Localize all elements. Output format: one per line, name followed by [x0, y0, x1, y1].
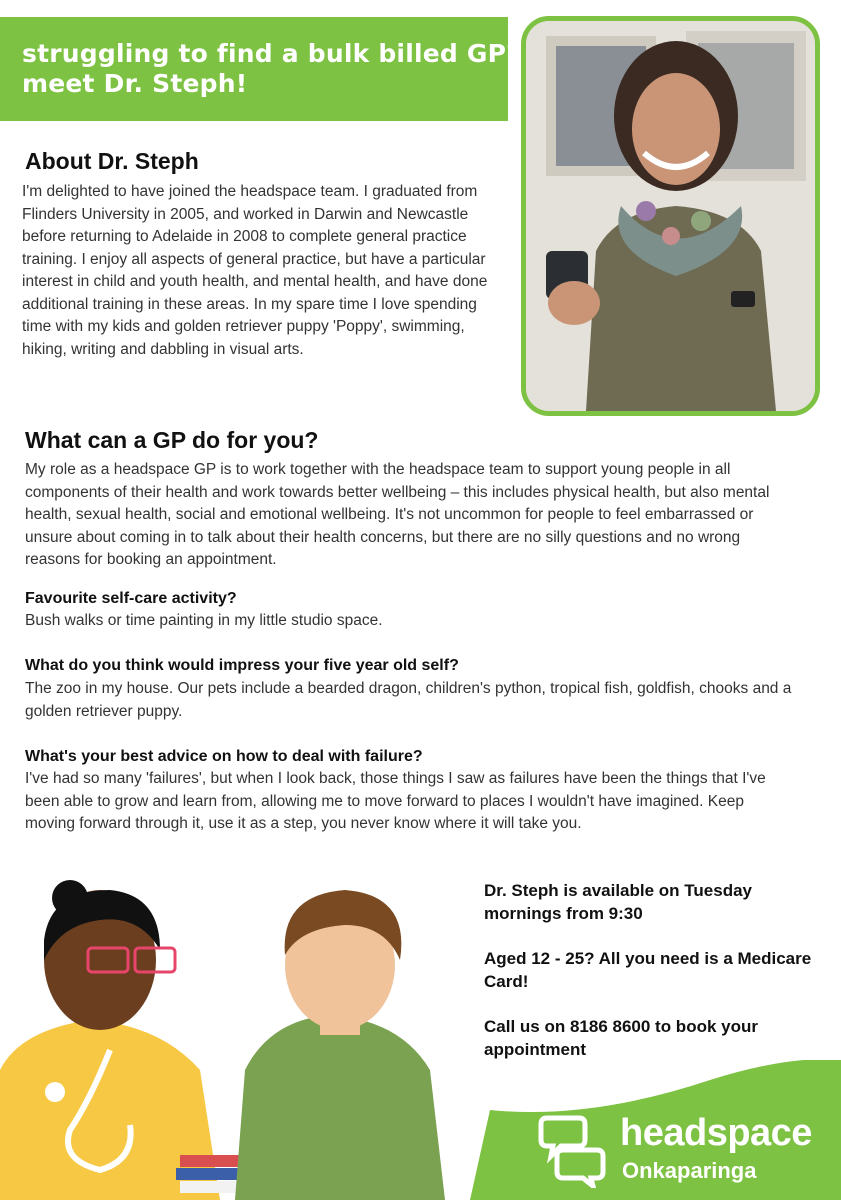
qa-question-1: Favourite self-care activity? [25, 590, 237, 607]
contact-text: Call us on 8186 8600 to book your appointment [484, 1017, 758, 1059]
doctor-photo [521, 16, 820, 416]
logo-wordmark: headspace [620, 1112, 812, 1154]
headline-banner [0, 17, 521, 121]
qa-answer-2: The zoo in my house. Our pets include a bearded dragon, children's python, tropical fish, goldfish, chooks and a golden retriever puppy. [25, 680, 792, 720]
about-heading: About Dr. Steph [25, 148, 199, 174]
gp-heading: What can a GP do for you? [25, 427, 319, 453]
headspace-speech-bubbles-icon [533, 1110, 611, 1188]
qa-question-3: What's your best advice on how to deal with failure? [25, 748, 423, 765]
about-body: I'm delighted to have joined the headspace team. I graduated from Flinders University in 2005, and worked in Darwin and Newcastle before returning to Adelaide in 2008 to complete general practice training. I enjoy all aspects of general practice, but have a particular interest in child and youth health, and mental health, and have done additional training in these areas. In my spare time I love spending time with my kids and golden retriever puppy 'Poppy', swimming, hiking, writing and dabbling in visual arts. [22, 183, 488, 358]
doctor-patient-illustration [0, 870, 520, 1200]
headline-line-2: meet Dr. Steph! [22, 69, 248, 98]
logo-location: Onkaparinga [622, 1158, 757, 1183]
headline-line-1: struggling to find a bulk billed GP? [22, 39, 521, 68]
qa-question-2: What do you think would impress your five year old self? [25, 657, 459, 674]
qa-answer-3: I've had so many 'failures', but when I look back, those things I saw as failures have been the things that I've been able to grow and learn from, allowing me to move forward to places I wouldn't have imagined. Keep moving forward through it, use it as a step, you never know where it will take you. [25, 770, 766, 832]
availability-text: Dr. Steph is available on Tuesday mornings from 9:30 [484, 881, 752, 923]
gp-body: My role as a headspace GP is to work together with the headspace team to support young people in all components of their health and work towards better wellbeing – this includes physical health, but also mental health, sexual health, social and emotional wellbeing. It's not uncommon for people to feel embarrassed or unsure about coming in to talk about their health concerns, but there are no silly questions and no wrong reasons for booking an appointment. [25, 461, 770, 568]
eligibility-text: Aged 12 - 25? All you need is a Medicare Card! [484, 949, 812, 991]
doctor-portrait-illustration [526, 21, 815, 411]
qa-answer-1: Bush walks or time painting in my little studio space. [25, 612, 383, 629]
